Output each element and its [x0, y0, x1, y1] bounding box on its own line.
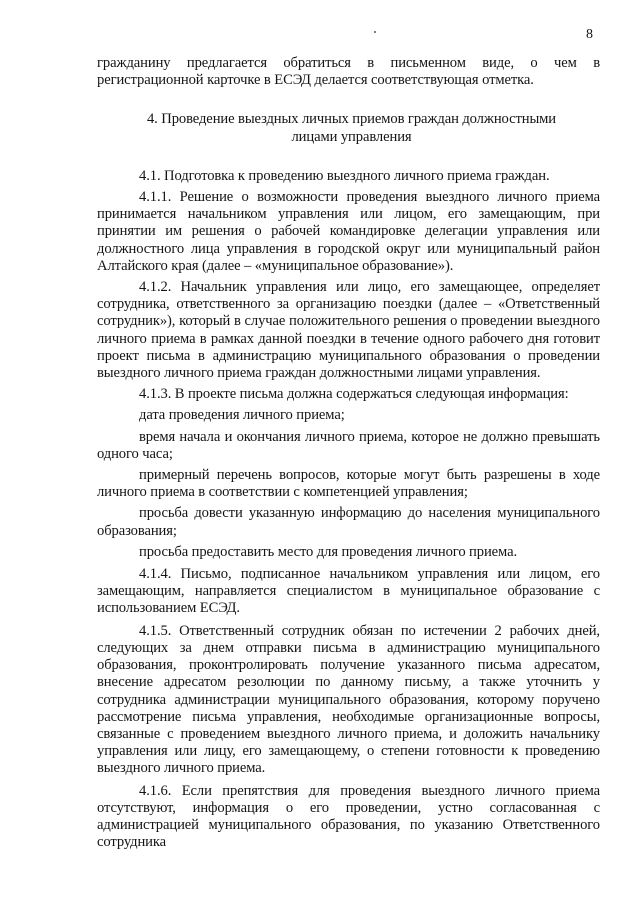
section-title: 4. Проведение выездных личных приемов граждан должностными лицами управления — [146, 111, 557, 145]
paragraph-4-1-3: 4.1.3. В проекте письма должна содержаться следующая информация: — [139, 386, 569, 403]
paragraph-4-1-5: 4.1.5. Ответственный сотрудник обязан по истечении 2 рабочих дней, следующих за днем отправки письма в администрацию муниципального образования, проконтролировать получение указанного письма адресатом, внесение адресатом резолюции по данному письму, а также уточнить у сотрудника администрации муниципального образования, которому поручено рассмотрение письма управления, необходимые организационные вопросы, связанные с проведением выездного личного приема, и доложить начальнику управления или лицу, его замещающему, о степени готовности к проведению выездного личного приема. — [97, 622, 600, 777]
document-body — [97, 55, 600, 855]
paragraph-4-1: 4.1. Подготовка к проведению выездного личного приема граждан. — [139, 167, 550, 184]
list-item-inform-population: просьба довести указанную информацию до населения муниципального образования; — [97, 505, 600, 539]
list-item-date: дата проведения личного приема; — [139, 407, 345, 424]
list-item-place: просьба предоставить место для проведения личного приема. — [139, 543, 518, 560]
list-item-questions: примерный перечень вопросов, которые могут быть разрешены в ходе личного приема в соответствии с компетенцией управления; — [97, 467, 600, 501]
scan-speck — [374, 31, 376, 33]
paragraph-4-1-1: 4.1.1. Решение о возможности проведения выездного личного приема принимается начальником управления или лицом, его замещающим, при принятии им решения о рабочей командировке делегации управления или должностного лица управления в городской округ или муниципальный район Алтайского края (далее – «муниципальное образование»). — [97, 189, 600, 274]
paragraph-4-1-2: 4.1.2. Начальник управления или лицо, его замещающее, определяет сотрудника, ответственного за организацию поездки (далее – «Ответственный сотрудник»), который в случае положительного решения о проведении выездного личного приема в рамках данной поездки в течение одного рабочего дня готовит проект письма в администрацию муниципального образования о проведении выездного личного приема граждан должностными лицами управления. — [97, 279, 600, 382]
page-number: 8 — [586, 27, 593, 42]
list-item-time: время начала и окончания личного приема, которое не должно превышать одного часа; — [97, 428, 600, 462]
paragraph-intro-continuation: гражданину предлагается обратиться в письменном виде, о чем в регистрационной карточке в ЕСЭД делается соответствующая отметка. — [97, 55, 600, 89]
paragraph-4-1-6: 4.1.6. Если препятствия для проведения выездного личного приема отсутствуют, информация о его проведении, устно согласованная с администрацией муниципального образования, по указанию Ответственного сотрудника — [97, 782, 600, 851]
paragraph-4-1-4: 4.1.4. Письмо, подписанное начальником управления или лицом, его замещающим, направляется специалистом в муниципальное образование с использованием ЕСЭД. — [97, 566, 600, 617]
